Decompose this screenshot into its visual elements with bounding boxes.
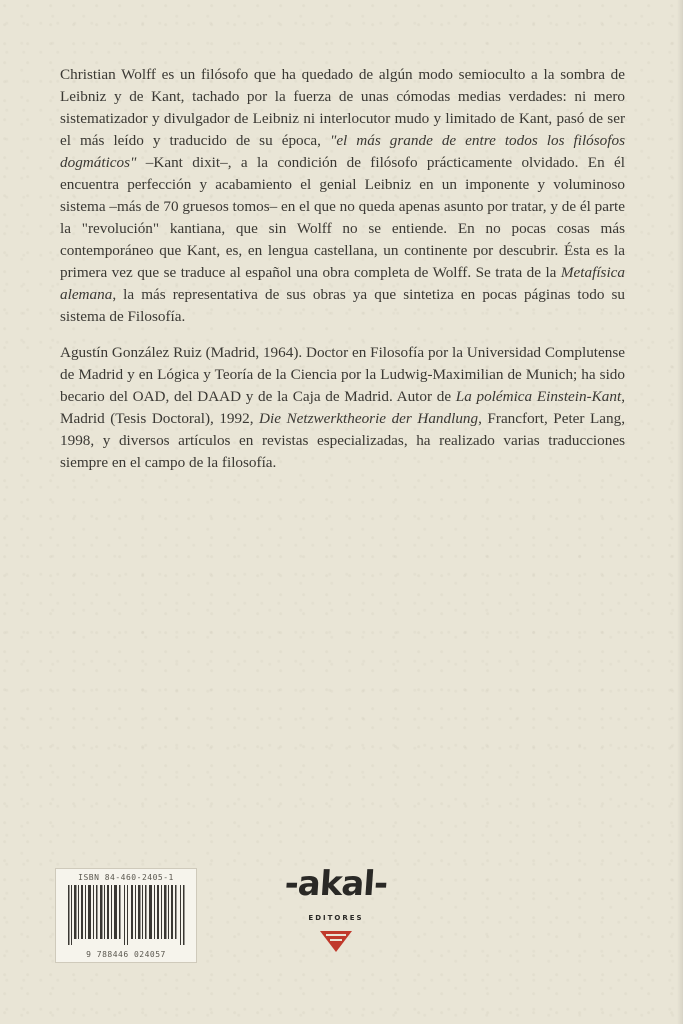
description-paragraph: Christian Wolff es un filósofo que ha quedado de algún modo semioculto a la sombra de Leibniz y de Kant, tachado por la fuerza de unas cómodas medias verdades: ni mero sistematizador y divulgador de Leibniz ni interlocutor mudo y limitado de Kant, pasó de ser el más leído y traducido de su época, "el más grande de entre todos los filósofos dogmáticos" –Kant dixit–, a la condición de filósofo prácticamente olvidado. En él encuentra perfección y acabamiento el genial Leibniz en un imponente y voluminoso sistema –más de 70 gruesos tomos– en el que no queda apenas asunto por tratar, y de él parte la "revolución" kantiana, que sin Wolff no se entiende. En no pocas cosas más contemporáneo que Kant, es, en lengua castellana, un continente por descubrir. Ésta es la primera vez que se traduce al español una obra completa de Wolff. Se trata de la Metafísica alemana, la más representativa de sus obras ya que sintetiza en pocas páginas todo su sistema de Filosofía. (60, 66, 625, 325)
logo-subtitle: EDITORES (308, 914, 364, 922)
blurb-text (60, 64, 625, 474)
page-edge (677, 0, 683, 1024)
barcode-bars (66, 885, 188, 945)
barcode-label (55, 868, 197, 963)
barcode-digits: 9 788446 024057 (86, 950, 166, 959)
akal-emblem-icon (318, 928, 354, 954)
author-bio-paragraph: Agustín González Ruiz (Madrid, 1964). Doctor en Filosofía por la Universidad Complutense de Madrid y en Lógica y Teoría de la Ciencia por la Ludwig-Maximilian de Munich; ha sido becario del OAD, del DAAD y de la Caja de Madrid. Autor de La polémica Einstein-Kant, Madrid (Tesis Doctoral), 1992, Die Netzwerktheorie der Handlung, Francfort, Peter Lang, 1998, y diversos artículos en revistas especializadas, ha realizado varias traducciones siempre en el campo de la filosofía. (60, 344, 626, 471)
isbn-text: ISBN 84-460-2405-1 (78, 873, 174, 882)
logo-wordmark: -akal- (283, 864, 389, 904)
publisher-logo (276, 858, 396, 968)
